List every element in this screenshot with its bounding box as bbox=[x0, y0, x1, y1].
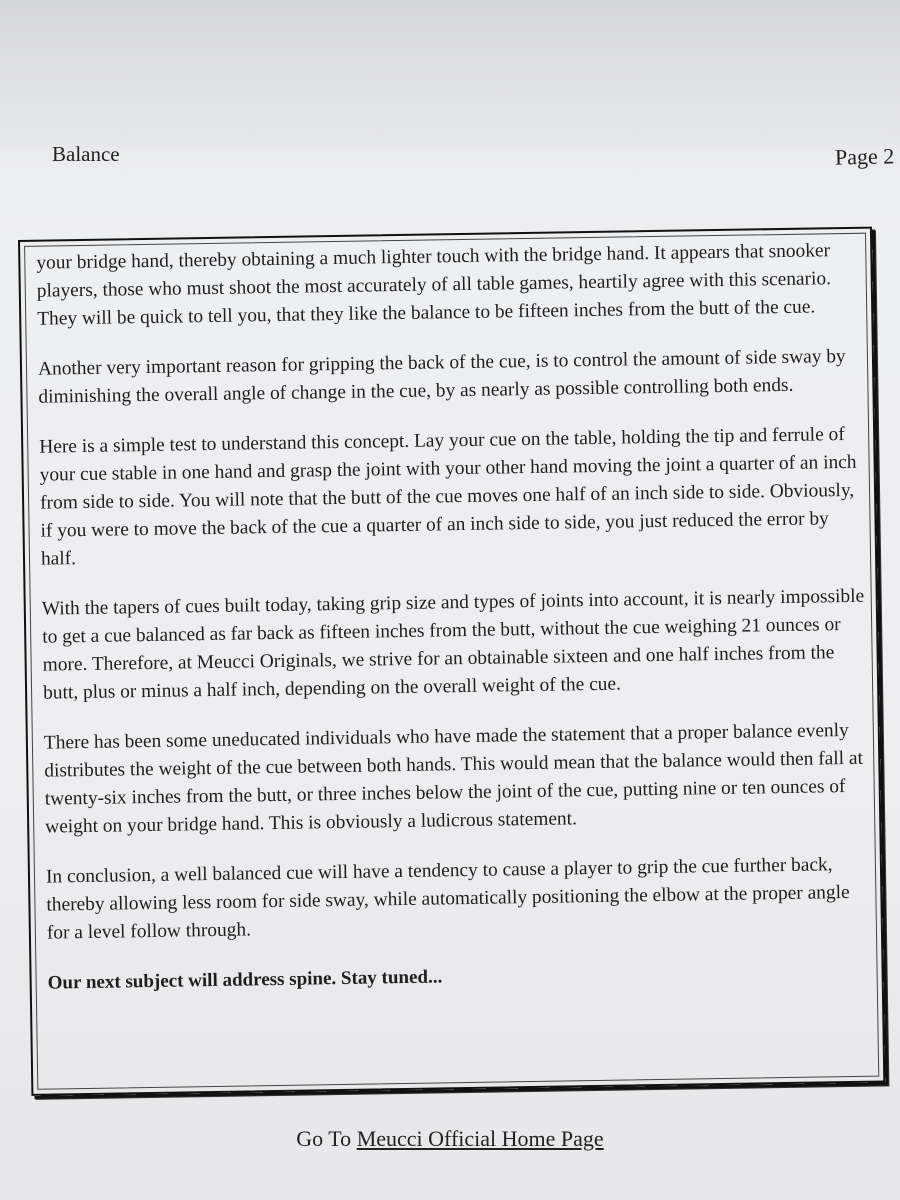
page-header-title: Balance bbox=[52, 142, 120, 166]
paragraph: With the tapers of cues built today, taking grip size and types of joints into account, it is nearly impossible to get a cue balanced as far back as fifteen inches from the butt, without the cue weighing 21 ounces or more. Therefore, at Meucci Originals, we strive for an obtainable sixteen and one half inches from the butt, plus or minus a half inch, depending on the overall weight of the cue. bbox=[41, 585, 865, 704]
closing-note: Our next subject will address spine. Stay tuned... bbox=[47, 966, 443, 994]
article-box bbox=[18, 227, 885, 1096]
paragraph: Here is a simple test to understand this concept. Lay your cue on the table, holding the tip and ferrule of your cue stable in one hand and grasp the joint with your other hand moving the joint a quarter of an inch from side to side. You will note that the butt of the cue moves one half of an inch side to side. Obviously, if you were to move the back of the cue a quarter of an inch side to side, you just reduced the error by half. bbox=[39, 424, 857, 570]
home-page-link[interactable]: Meucci Official Home Page bbox=[356, 1126, 604, 1151]
article-body bbox=[36, 237, 872, 998]
article-frame bbox=[18, 226, 900, 1102]
page-number: Page 2 bbox=[834, 143, 895, 170]
paragraph: your bridge hand, thereby obtaining a much lighter touch with the bridge hand. It appears that snooker players, those who must shoot the most accurately of all table games, heartily agree with this scenario. They will be quick to tell you, that they like the balance to be fifteen inches from the butt of the cue. bbox=[36, 240, 832, 330]
paragraph: There has been some uneducated individuals who have made the statement that a proper balance evenly distributes the weight of the cue between both hands. This would mean that the balance would then fall at twenty-six inches from the butt, or three inches below the joint of the cue, putting nine or ten ounces of weight on your bridge hand. This is obviously a ludicrous statement. bbox=[43, 720, 864, 838]
footer-navigation bbox=[0, 1126, 900, 1152]
footer-prefix: Go To bbox=[296, 1126, 352, 1151]
paragraph: In conclusion, a well balanced cue will have a tendency to cause a player to grip the cue further back, thereby allowing less room for side sway, while automatically positioning the elbow at the proper angle for a level follow through. bbox=[45, 854, 850, 944]
paragraph: Another very important reason for gripping the back of the cue, is to control the amount of side sway by diminishing the overall angle of change in the cue, by as nearly as possible controlling both ends. bbox=[37, 346, 846, 408]
page-top-shadow bbox=[0, 0, 900, 150]
